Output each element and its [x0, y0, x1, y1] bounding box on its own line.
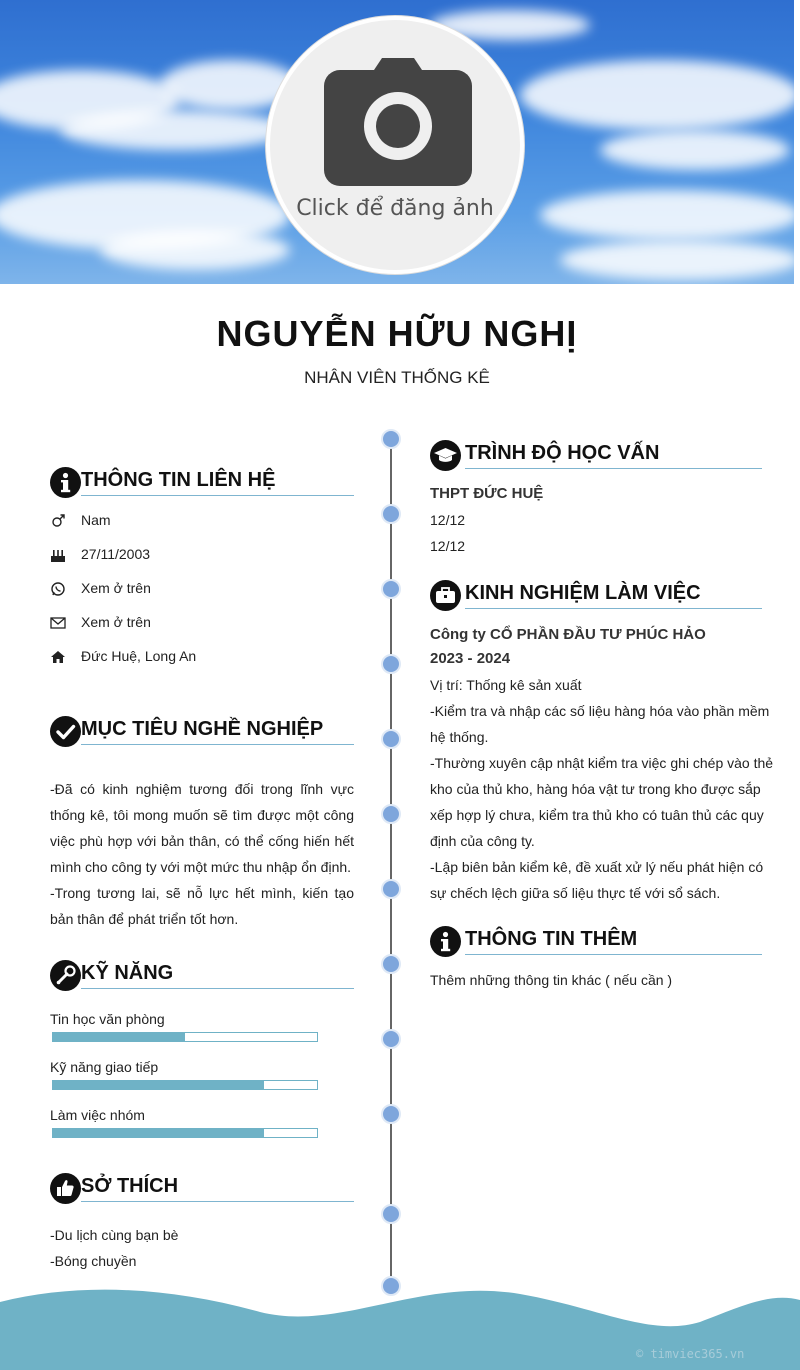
skills-section-header: [50, 960, 354, 994]
section-divider: [81, 988, 354, 989]
education-section-header: [430, 440, 762, 474]
gender-icon: [50, 513, 66, 529]
work-period: 2023 - 2024: [430, 650, 511, 667]
phone-value: Xem ở trên: [81, 580, 151, 596]
skill-label: Làm việc nhóm: [50, 1107, 145, 1123]
thumbs-up-icon: [50, 1173, 81, 1204]
timeline-dot: [381, 429, 401, 449]
skill-bar-fill: [53, 1081, 264, 1089]
info-icon: [430, 926, 461, 957]
avatar-upload[interactable]: [266, 16, 524, 274]
timeline-dot: [381, 1104, 401, 1124]
section-title: TRÌNH ĐỘ HỌC VẤN: [465, 442, 660, 464]
section-title: THÔNG TIN THÊM: [465, 928, 638, 950]
section-divider: [465, 608, 762, 609]
wrench-icon: [50, 960, 81, 991]
gender-value: Nam: [81, 512, 111, 528]
timeline-dot: [381, 954, 401, 974]
candidate-name: NGUYỄN HỮU NGHỊ: [216, 313, 578, 354]
info-icon: [50, 467, 81, 498]
section-title: SỞ THÍCH: [81, 1175, 179, 1197]
section-divider: [465, 954, 762, 955]
home-icon: [50, 649, 66, 665]
skill-label: Kỹ năng giao tiếp: [50, 1059, 159, 1075]
address-value: Đức Huệ, Long An: [81, 648, 197, 664]
timeline-dot: [381, 804, 401, 824]
upload-photo-label: Click để đăng ảnh: [296, 196, 494, 221]
section-title: THÔNG TIN LIÊN HỆ: [81, 469, 276, 491]
timeline-dot: [381, 1204, 401, 1224]
education-detail: 12/12: [430, 538, 466, 554]
job-title: NHÂN VIÊN THỐNG KÊ: [304, 368, 490, 387]
birthday-value: 27/11/2003: [81, 546, 151, 562]
timeline-line: [390, 440, 392, 1290]
section-title: KINH NGHIỆM LÀM VIỆC: [465, 582, 701, 604]
section-divider: [81, 744, 354, 745]
skill-bar-fill: [53, 1129, 264, 1137]
timeline-dot: [381, 579, 401, 599]
envelope-icon: [50, 615, 66, 631]
contact-section-header: [50, 467, 354, 501]
skill-bar-fill: [53, 1033, 185, 1041]
education-detail: 12/12: [430, 512, 466, 528]
whatsapp-phone-icon: [50, 581, 66, 597]
objective-text-2: -Trong tương lai, sẽ nỗ lực hết mình, kiến tạo bản thân để phát triển tốt hơn.: [50, 885, 354, 927]
hobby-item: -Du lịch cùng bạn bè: [50, 1227, 179, 1243]
briefcase-icon: [430, 580, 461, 611]
checkmark-icon: [50, 716, 81, 747]
objective-text: -Đã có kinh nghiệm tương đối trong lĩnh vực thống kê, tôi mong muốn sẽ tìm được một công việc phù hợp với bản thân, có thể cống hiến hết mình cho công ty với một mức thu nhập ổn định.: [50, 781, 354, 875]
skill-bar: [52, 1128, 318, 1138]
skill-bar: [52, 1032, 318, 1042]
additional-info-text: Thêm những thông tin khác ( nếu cần ): [430, 972, 673, 988]
section-divider: [81, 495, 354, 496]
watermark: © timviec365.vn: [636, 1347, 745, 1361]
timeline-dot: [381, 1029, 401, 1049]
experience-section-header: [430, 580, 762, 614]
email-value: Xem ở trên: [81, 614, 151, 630]
skill-bar: [52, 1080, 318, 1090]
work-position: Vị trí: Thống kê sản xuất: [430, 677, 582, 693]
skill-label: Tin học văn phòng: [50, 1011, 165, 1027]
cover-image: [0, 0, 794, 284]
camera-icon: [322, 56, 474, 190]
section-divider: [465, 468, 762, 469]
birthday-cake-icon: [50, 547, 66, 563]
work-duty: -Kiểm tra và nhập các số liệu hàng hóa vào phần mềm hệ thống.: [430, 703, 770, 745]
timeline-dot: [381, 729, 401, 749]
timeline-dot: [381, 879, 401, 899]
objective-section-header: [50, 716, 354, 750]
school-name: THPT ĐỨC HUỆ: [430, 485, 544, 502]
section-title: KỸ NĂNG: [81, 962, 174, 984]
section-title: MỤC TIÊU NGHỀ NGHIỆP: [81, 718, 324, 740]
section-divider: [81, 1201, 354, 1202]
company-name: Công ty CỔ PHẦN ĐẦU TƯ PHÚC HẢO: [430, 626, 706, 643]
graduation-cap-icon: [430, 440, 461, 471]
work-duty: -Lập biên bản kiểm kê, đề xuất xử lý nếu phát hiện có sự chếch lệch giữa số liệu thực tế với sổ sách.: [430, 859, 764, 901]
work-duty: -Thường xuyên cập nhật kiểm tra việc ghi chép vào thẻ kho của thủ kho, hàng hóa vật tư trong kho được sắp xếp hợp lý chưa, kiểm tra thủ kho có tuân thủ các quy định của công ty.: [430, 755, 774, 849]
hobby-item: -Bóng chuyền: [50, 1253, 137, 1269]
timeline-dot: [381, 504, 401, 524]
hobbies-section-header: [50, 1173, 354, 1207]
additional-info-section-header: [430, 926, 762, 960]
timeline-dot: [381, 654, 401, 674]
